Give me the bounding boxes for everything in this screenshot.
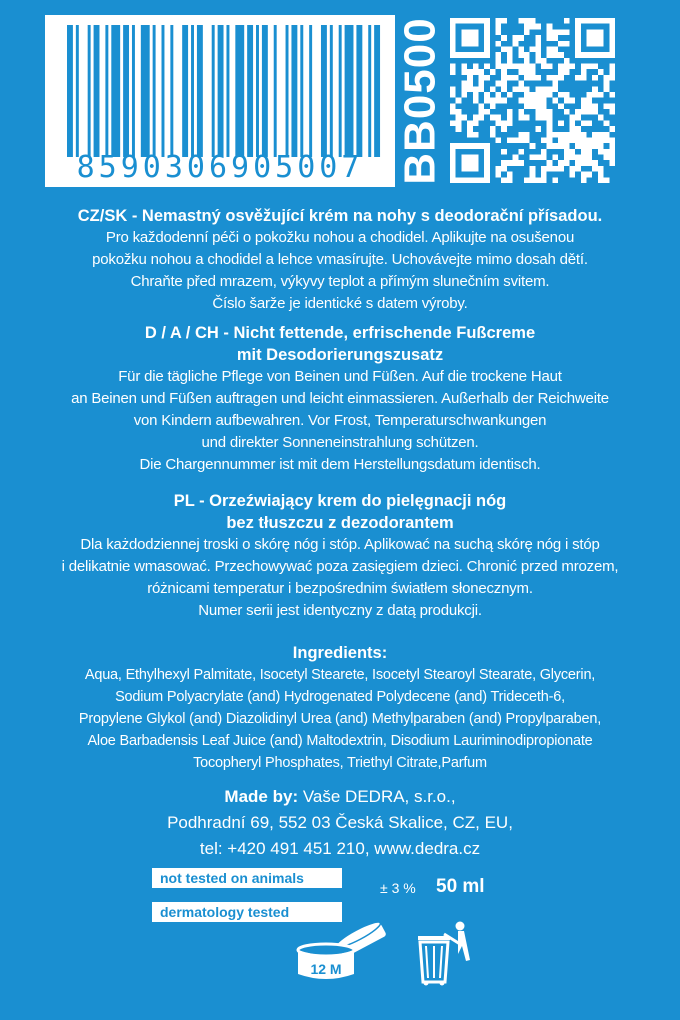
qr-code-icon <box>450 18 615 183</box>
cz-sk-line: Číslo šarže je identické s datem výroby. <box>212 295 468 312</box>
barcode-icon <box>67 25 383 157</box>
dermatology-tested-badge: dermatology tested <box>152 902 342 922</box>
pl-line: Dla każdodziennej troski o skórę nóg i stóp. Aplikować na suchą skórę nóg i stóp <box>80 536 600 553</box>
pl-line: różnicami temperatur i bezpośrednim światłem słonecznym. <box>147 580 533 597</box>
volume-tolerance: ± 3 % <box>380 880 416 896</box>
de-line: Die Chargennummer ist mit dem Herstellungsdatum identisch. <box>139 456 541 473</box>
ingredients-line: Propylene Glykol (and) Diazolidinyl Urea (and) Methylparaben (and) Propylparaben, <box>78 711 602 727</box>
pl-heading: PL - Orzeźwiający krem do pielęgnacji nóg <box>173 492 507 510</box>
cz-sk-heading: CZ/SK - Nemastný osvěžující krém na nohy s deodorační přísadou. <box>77 207 603 225</box>
manufacturer-name: Vaše DEDRA, s.r.o., <box>302 787 456 806</box>
made-by-label: Made by: <box>224 787 299 806</box>
manufacturer-section <box>20 784 660 862</box>
product-code <box>396 15 445 187</box>
recycle-bin-icon <box>414 920 472 986</box>
ingredients-line: Sodium Polyacrylate (and) Hydrogenated Polydecene (and) Trideceth-6, <box>115 689 565 705</box>
cz-sk-section <box>20 205 660 315</box>
pl-section <box>20 490 660 622</box>
open-jar-icon <box>292 920 398 986</box>
pao-label: 12 M <box>310 961 342 977</box>
volume-amount: 50 ml <box>436 876 485 897</box>
de-heading: mit Desodorierungszusatz <box>236 346 444 364</box>
ingredients-section <box>20 642 660 774</box>
de-line: Für die tägliche Pflege von Beinen und Füßen. Auf die trockene Haut <box>118 368 562 385</box>
product-code-text: BB0500 <box>396 17 445 185</box>
ingredients-line: Aloe Barbadensis Leaf Juice (and) Maltodextrin, Disodium Lauriminodipropionate <box>87 733 593 749</box>
de-section <box>20 322 660 476</box>
ingredients-heading: Ingredients: <box>292 644 388 662</box>
de-heading: D / A / CH - Nicht fettende, erfrischende Fußcreme <box>144 324 536 342</box>
ingredients-line: Aqua, Ethylhexyl Palmitate, Isocetyl Stearete, Isocetyl Stearoyl Stearate, Glycerin, <box>84 667 596 683</box>
pl-line: i delikatnie wmasować. Przechowywać poza zasięgiem dzieci. Chronić przed mrozem, <box>61 558 619 575</box>
barcode-digits: 8590306905007 <box>76 150 364 185</box>
cz-sk-line: Pro každodenní péči o pokožku nohou a chodidel. Aplikujte na osušenou <box>105 229 575 246</box>
manufacturer-address: Podhradní 69, 552 03 Česká Skalice, CZ, EU, <box>167 813 513 832</box>
cz-sk-line: Chraňte před mrazem, výkyvy teplot a přímým slunečním svitem. <box>130 273 550 290</box>
cz-sk-line: pokožku nohou a chodidel a lehce vmasírujte. Uchovávejte mimo dosah dětí. <box>92 251 588 268</box>
barcode <box>45 15 395 187</box>
ingredients-line: Tocopheryl Phosphates, Triethyl Citrate,Parfum <box>193 755 487 771</box>
pl-heading: bez tłuszczu z dezodorantem <box>226 514 454 532</box>
pl-line: Numer serii jest identyczny z datą produkcji. <box>198 602 482 619</box>
de-line: an Beinen und Füßen auftragen und leicht einmassieren. Außerhalb der Reichweite <box>71 390 609 407</box>
not-tested-on-animals-badge: not tested on animals <box>152 868 342 888</box>
de-line: von Kindern aufbewahren. Vor Frost, Temperaturschwankungen <box>133 412 547 429</box>
de-line: und direkter Sonneneinstrahlung schützen. <box>201 434 479 451</box>
manufacturer-contact: tel: +420 491 451 210, www.dedra.cz <box>199 839 481 858</box>
